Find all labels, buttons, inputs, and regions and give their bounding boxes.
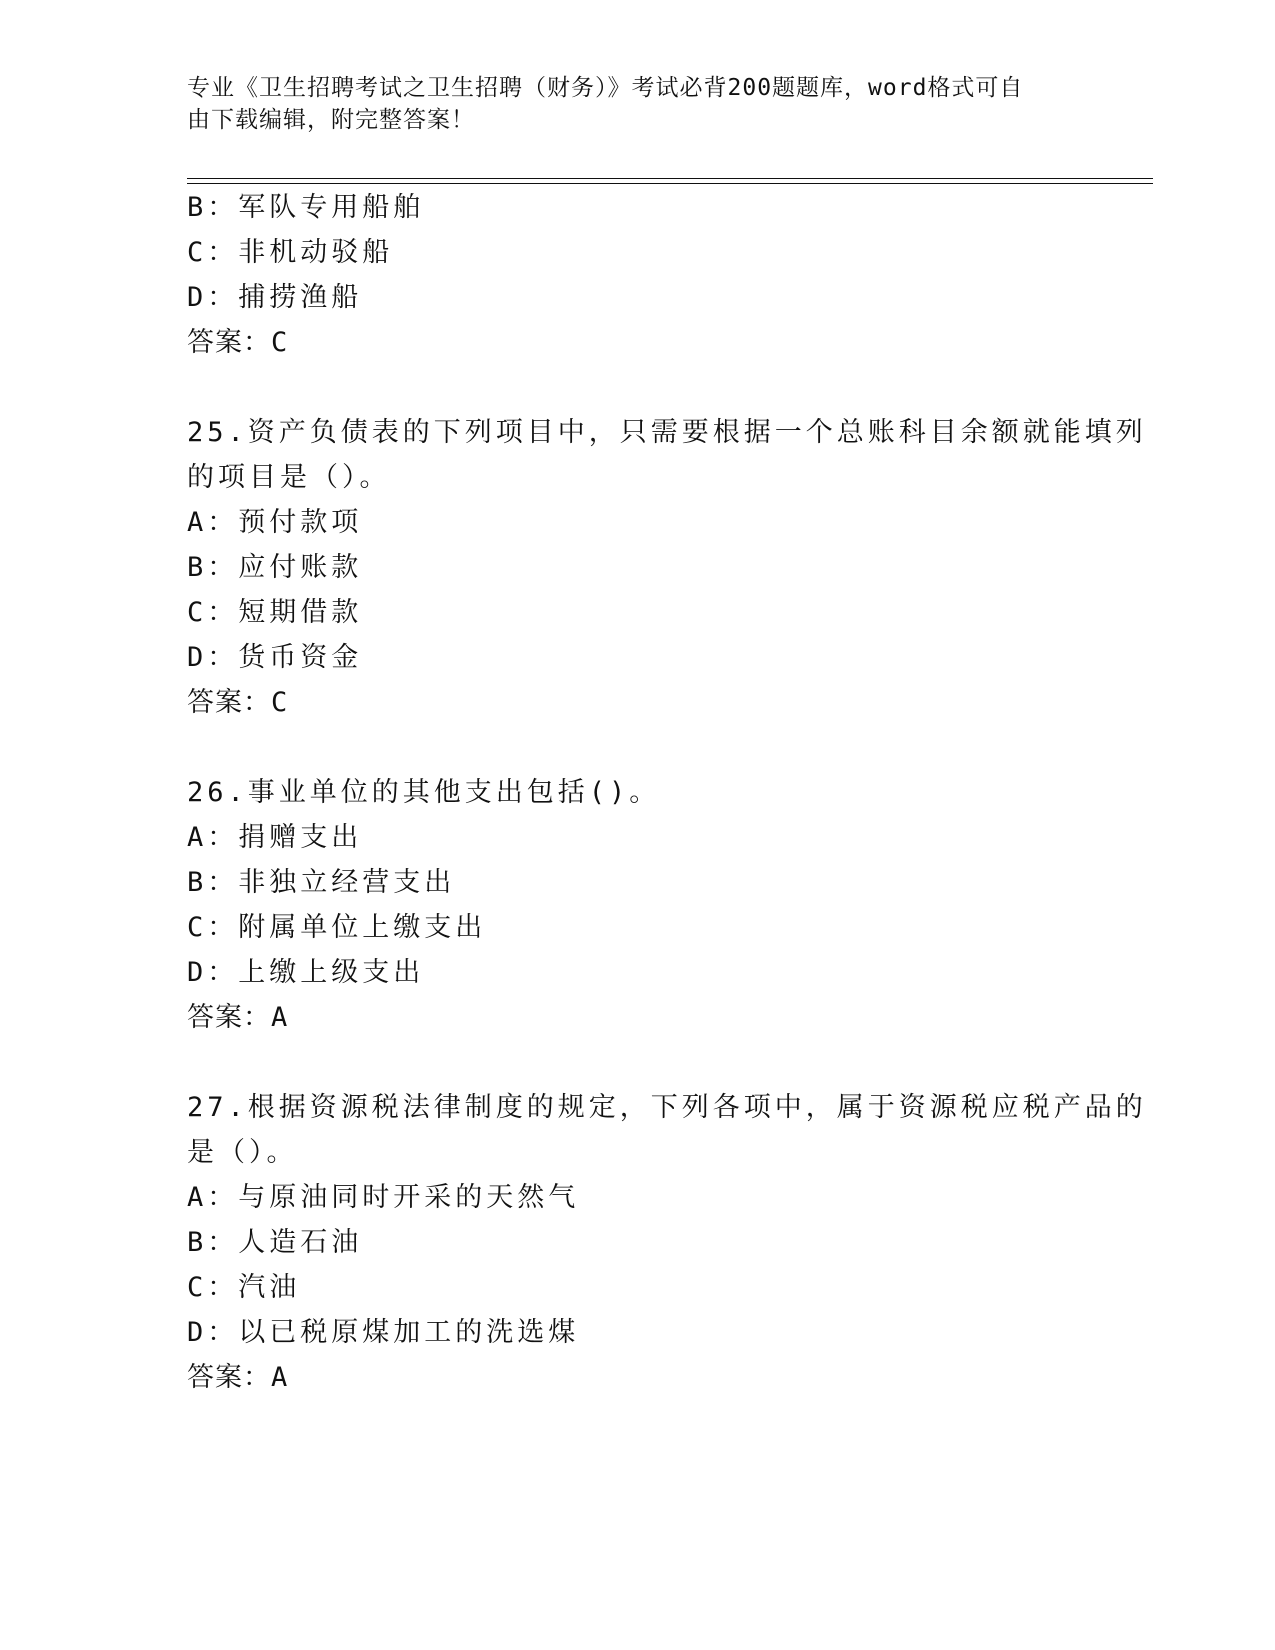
q27-option-b: B：人造石油 [187, 1227, 363, 1258]
q25-option-c: C：短期借款 [187, 597, 363, 628]
prev-option-b: B：军队专用船舶 [187, 192, 425, 223]
q27-option-d: D：以已税原煤加工的洗选煤 [187, 1317, 580, 1348]
q27-option-a: A：与原油同时开采的天然气 [187, 1182, 580, 1213]
q27-stem-line-1: 27.根据资源税法律制度的规定，下列各项中，属于资源税应税产品的 [187, 1092, 1147, 1123]
q25-answer: 答案：C [187, 687, 289, 718]
q26-stem-line-1: 26.事业单位的其他支出包括()。 [187, 777, 661, 808]
q25-stem-line-2: 的项目是（）。 [187, 462, 391, 493]
q26-option-b: B：非独立经营支出 [187, 867, 456, 898]
header-divider-top [187, 178, 1153, 179]
q26-option-d: D：上缴上级支出 [187, 957, 425, 988]
q26-option-a: A：捐赠支出 [187, 822, 363, 853]
q25-option-d: D：货币资金 [187, 642, 363, 673]
q25-option-a: A：预付款项 [187, 507, 363, 538]
header-line-2: 由下载编辑，附完整答案！ [187, 107, 475, 133]
q26-answer: 答案：A [187, 1002, 289, 1033]
document-header [187, 72, 1067, 136]
prev-option-c: C：非机动驳船 [187, 237, 394, 268]
q25-option-b: B：应付账款 [187, 552, 363, 583]
prev-answer: 答案：C [187, 327, 289, 358]
q26-option-c: C：附属单位上缴支出 [187, 912, 487, 943]
header-line-1: 专业《卫生招聘考试之卫生招聘（财务）》考试必背200题题库，word格式可自 [187, 75, 1024, 101]
q27-stem-line-2: 是（）。 [187, 1137, 298, 1168]
header-divider-bottom [187, 183, 1153, 184]
q27-option-c: C：汽油 [187, 1272, 301, 1303]
q27-answer: 答案：A [187, 1362, 289, 1393]
prev-option-d: D：捕捞渔船 [187, 282, 363, 313]
q25-stem-line-1: 25.资产负债表的下列项目中，只需要根据一个总账科目余额就能填列 [187, 417, 1147, 448]
